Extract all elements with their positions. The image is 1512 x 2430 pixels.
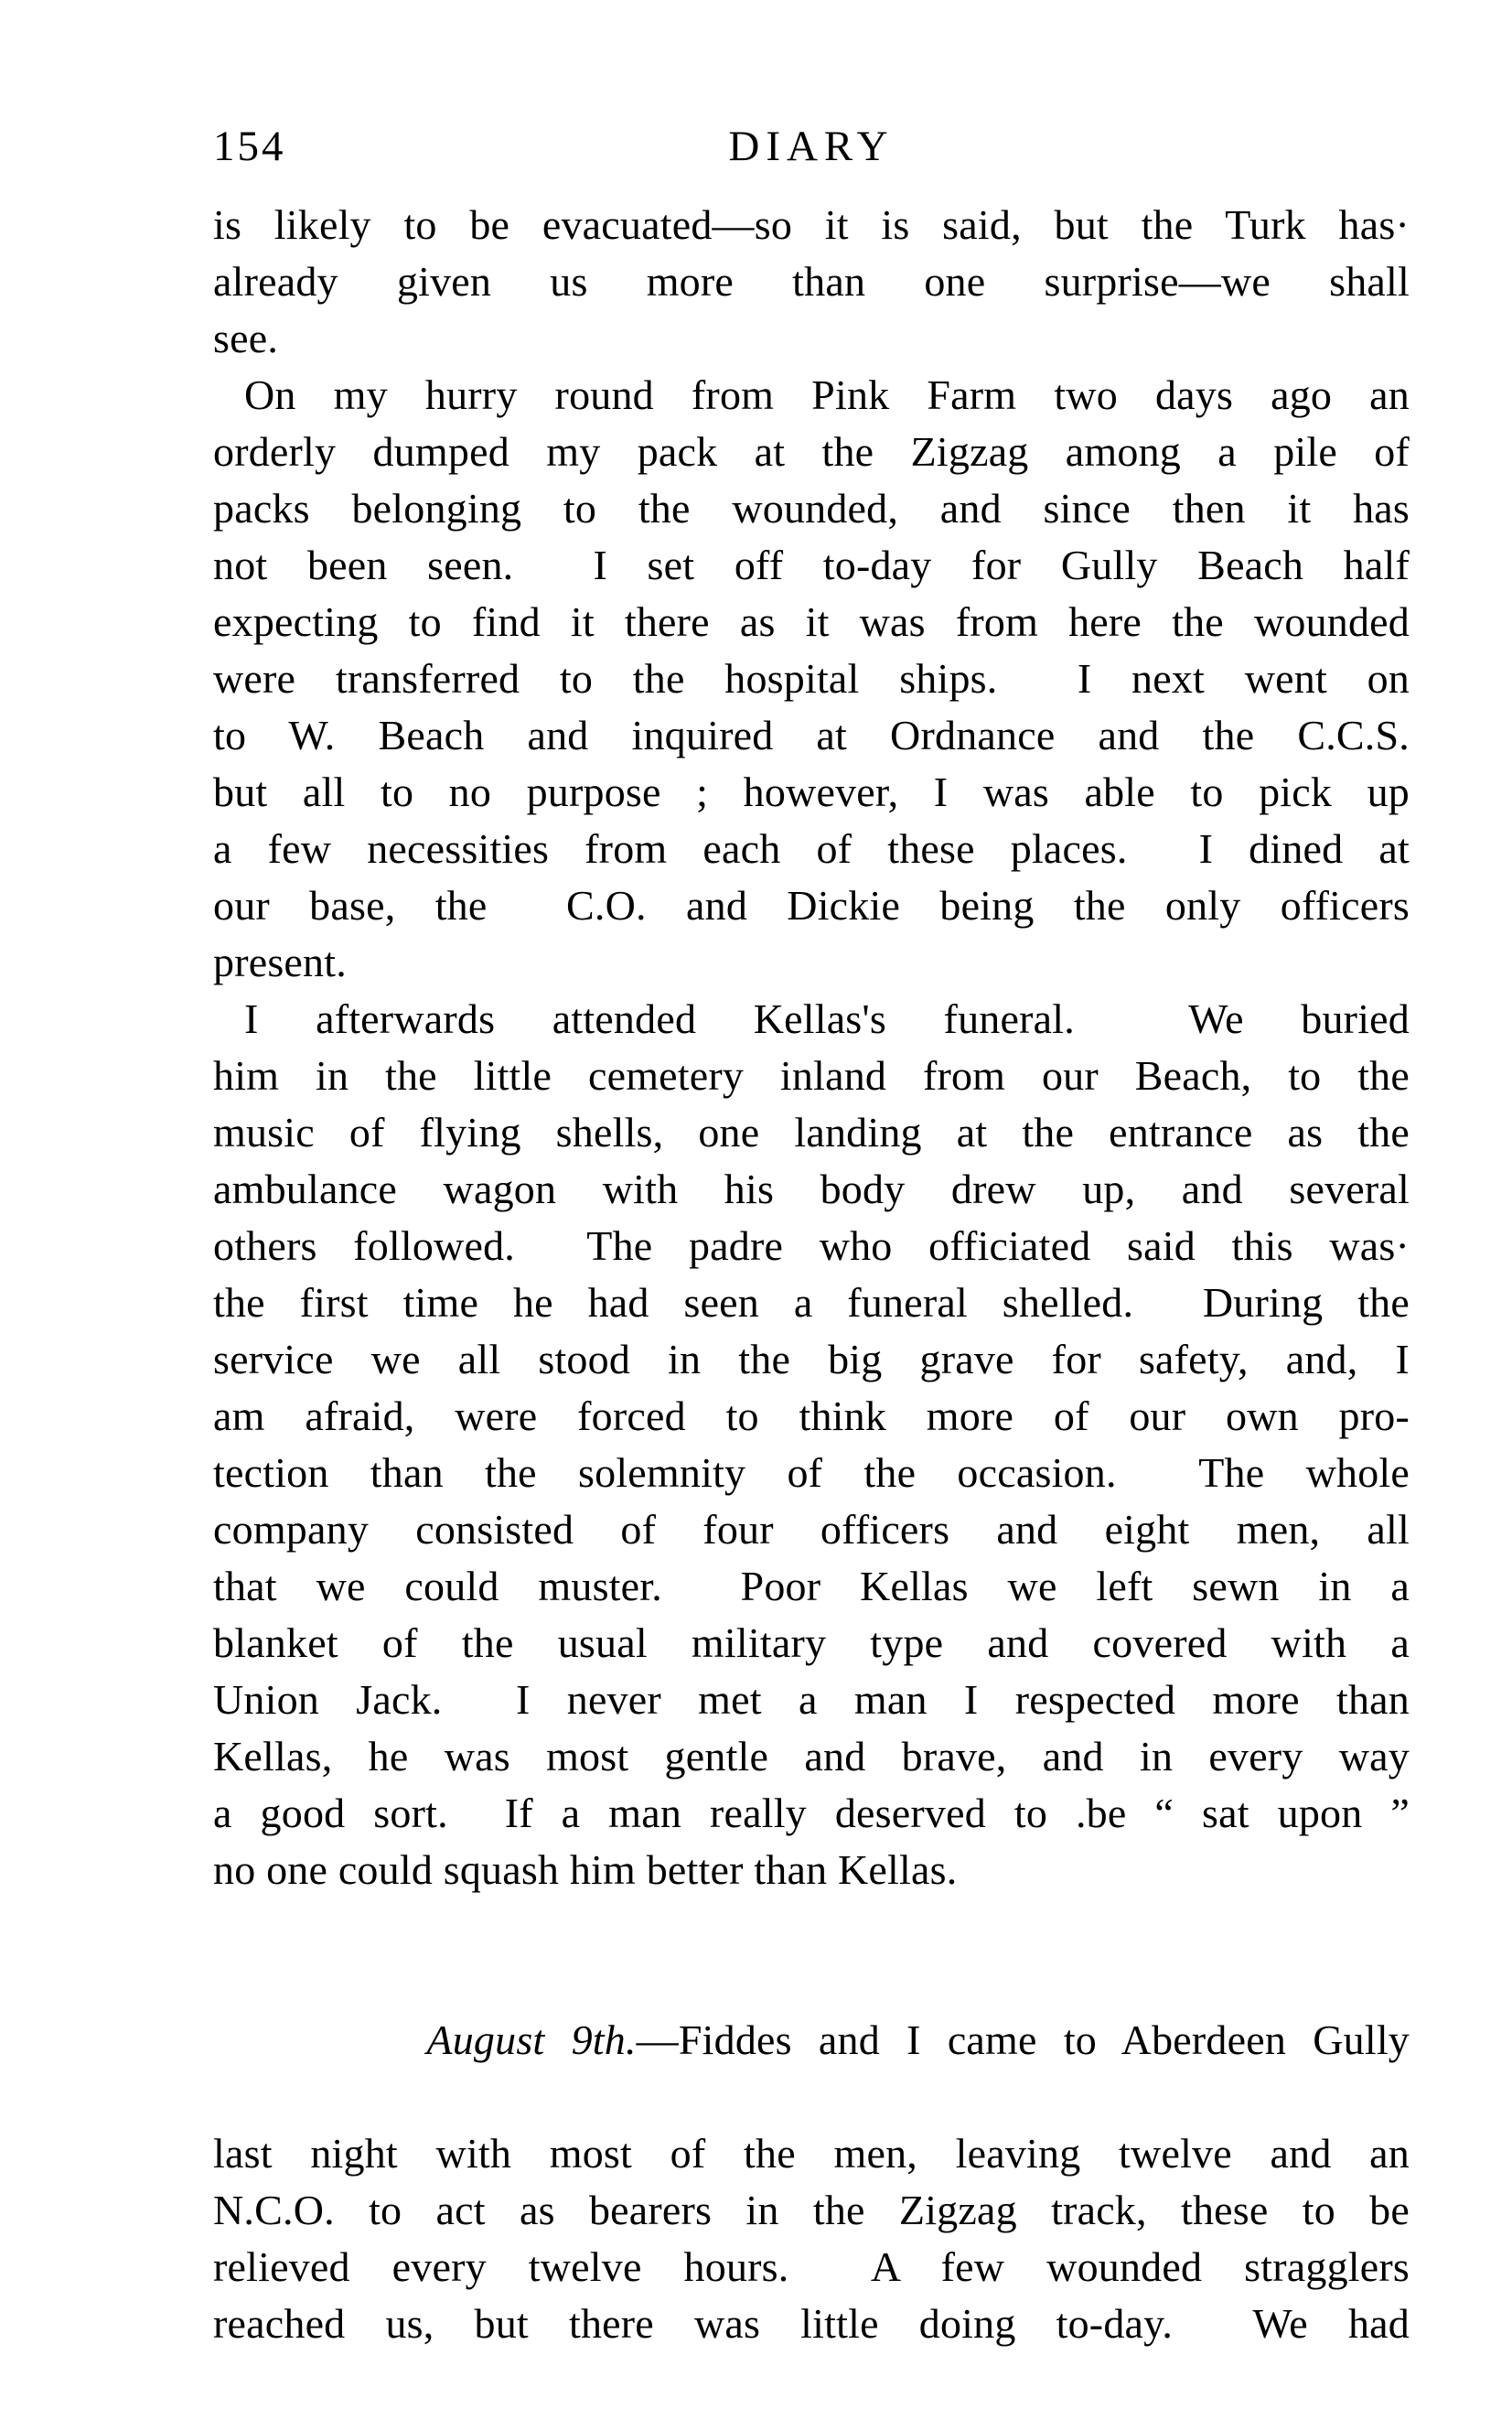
text-line: company consisted of four officers and eight men, all bbox=[213, 1506, 1410, 1553]
text-line: packs belonging to the wounded, and since then it has bbox=[213, 485, 1410, 532]
text-line: not been seen. I set off to-day for Gully Beach half bbox=[213, 542, 1410, 588]
text-line: see. bbox=[213, 315, 279, 361]
text-line: already given us more than one surprise—we shall bbox=[213, 258, 1410, 305]
paragraph-2 bbox=[213, 367, 1410, 991]
text-line: others followed. The padre who officiated said this was· bbox=[213, 1222, 1410, 1269]
date-lead: August 9th. bbox=[426, 2016, 637, 2063]
text-line: am afraid, were forced to think more of our own pro- bbox=[213, 1392, 1410, 1439]
text-line: a good sort. If a man really deserved to .be “ sat upon ” bbox=[213, 1790, 1410, 1836]
text-line: the first time he had seen a funeral shelled. During the bbox=[213, 1279, 1410, 1326]
text-line: to W. Beach and inquired at Ordnance and the C.C.S. bbox=[213, 712, 1410, 758]
text-line: that we could muster. Poor Kellas we left sewn in a bbox=[213, 1563, 1410, 1609]
text-line: present. bbox=[213, 939, 347, 985]
text-line: reached us, but there was little doing to-day. We had bbox=[213, 2300, 1410, 2347]
text-line: service we all stood in the big grave for safety, and, I bbox=[213, 1336, 1410, 1382]
text-line: N.C.O. to act as bearers in the Zigzag track, these to be bbox=[213, 2187, 1410, 2233]
text-line: music of flying shells, one landing at the entrance as the bbox=[213, 1109, 1410, 1156]
paragraph-3 bbox=[213, 991, 1410, 1898]
text-line: expecting to find it there as it was from here the wounded bbox=[213, 598, 1410, 645]
running-title: DIARY bbox=[728, 123, 895, 170]
text-line: tection than the solemnity of the occasion. The whole bbox=[213, 1449, 1410, 1496]
text-line: Union Jack. I never met a man I respected more than bbox=[213, 1676, 1410, 1723]
text-line: relieved every twelve hours. A few wounded stragglers bbox=[213, 2243, 1410, 2290]
text-line: Kellas, he was most gentle and brave, and in every way bbox=[213, 1733, 1410, 1779]
text-line: On my hurry round from Pink Farm two days ago an bbox=[244, 371, 1410, 418]
text-line: our base, the C.O. and Dickie being the only officers bbox=[213, 882, 1410, 929]
text-line: a few necessities from each of these places. I dined at bbox=[213, 825, 1410, 872]
text-line: last night with most of the men, leaving twelve and an bbox=[213, 2130, 1410, 2177]
text-line: is likely to be evacuated—so it is said, but the Turk has· bbox=[213, 201, 1410, 248]
text-line: blanket of the usual military type and covered with a bbox=[213, 1619, 1410, 1666]
text-line: orderly dumped my pack at the Zigzag among a pile of bbox=[213, 428, 1410, 475]
text-line: him in the little cemetery inland from our Beach, to the bbox=[213, 1052, 1410, 1099]
page-body bbox=[213, 197, 1410, 2352]
paragraph-1 bbox=[213, 197, 1410, 367]
text-line: but all to no purpose ; however, I was able to pick up bbox=[213, 769, 1410, 815]
page-header bbox=[213, 125, 1410, 182]
text-line: were transferred to the hospital ships. I next went on bbox=[213, 655, 1410, 702]
text-line: I afterwards attended Kellas's funeral. We buried bbox=[244, 995, 1410, 1042]
paragraph-4 bbox=[213, 1955, 1410, 2352]
text-line: no one could squash him better than Kellas. bbox=[213, 1846, 958, 1893]
date-lead-rest: —Fiddes and I came to Aberdeen Gully bbox=[636, 2016, 1410, 2063]
page-number: 154 bbox=[213, 123, 286, 170]
text-line bbox=[213, 1955, 1410, 2125]
text-line: ambulance wagon with his body drew up, and several bbox=[213, 1166, 1410, 1212]
